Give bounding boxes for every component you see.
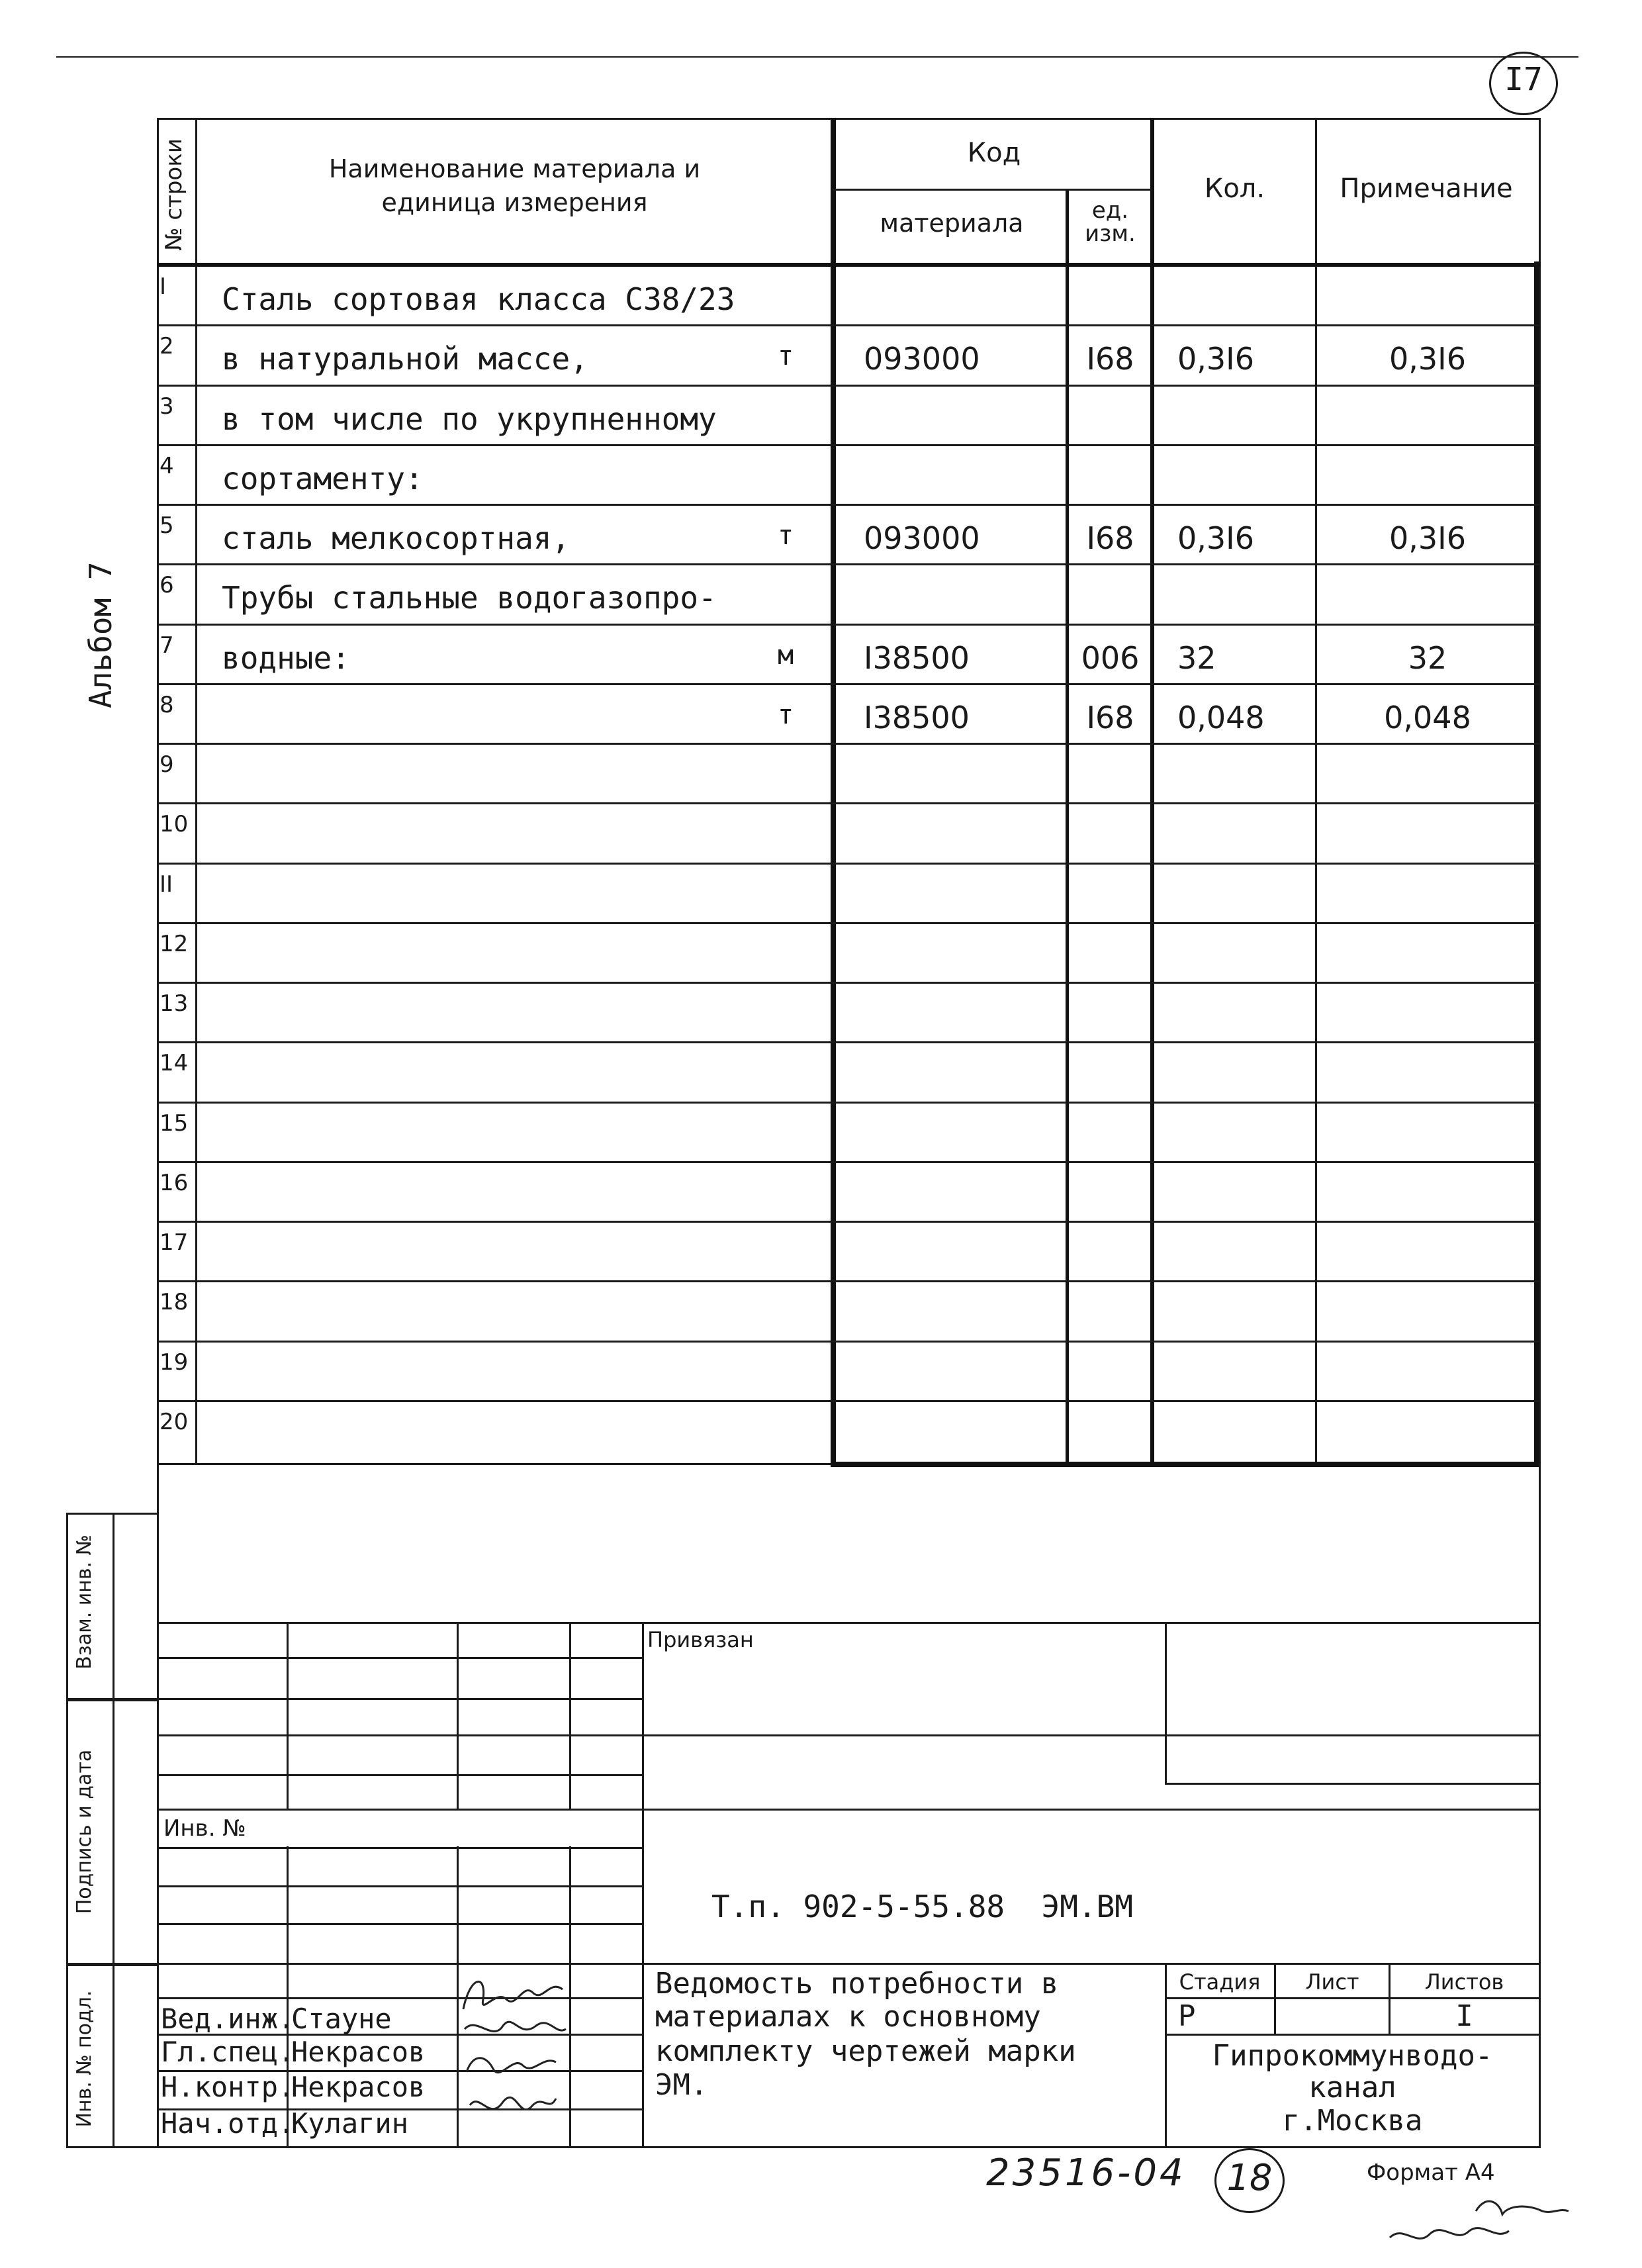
header-qty: Кол. xyxy=(1204,173,1265,204)
stamp-vzam: Взам. инв. № xyxy=(73,1535,96,1670)
row-number: 18 xyxy=(160,1289,189,1316)
tb-vline xyxy=(287,1622,289,2148)
doc-title-1: Ведомость потребности в xyxy=(655,1967,1059,2001)
table-row xyxy=(157,1163,1541,1223)
tb-line xyxy=(642,1734,1541,1736)
org-line-2: канал xyxy=(1308,2071,1396,2104)
note: 0,048 xyxy=(1384,699,1471,735)
album-label: Альбом 7 xyxy=(83,561,118,708)
table-row xyxy=(157,745,1541,804)
signatory-name: Стауне xyxy=(291,2003,392,2035)
row-number: 19 xyxy=(160,1348,189,1376)
org-line-3: г.Москва xyxy=(1282,2104,1423,2138)
material-code: 093000 xyxy=(864,520,980,556)
stamp-div-1 xyxy=(66,1698,159,1701)
header-row-no: № строки xyxy=(161,138,187,251)
note: 0,3I6 xyxy=(1389,341,1466,377)
row-number: 5 xyxy=(160,512,174,539)
row-number: II xyxy=(160,871,173,898)
handwritten-note xyxy=(1377,2185,1575,2257)
table-row xyxy=(157,506,1541,565)
row-number: 17 xyxy=(160,1229,189,1256)
signatory-role: Гл.спец. xyxy=(161,2036,295,2068)
designation: Т.п. 902-5-55.88 ЭМ.ВМ xyxy=(711,1889,1133,1924)
stamp-podpis: Подпись и дата xyxy=(73,1749,96,1914)
table-row xyxy=(157,326,1541,386)
header-note: Примечание xyxy=(1340,173,1513,204)
row-number: 3 xyxy=(160,393,174,420)
table-bottom-border-left xyxy=(157,1463,832,1465)
header-code-unit-1: ед. xyxy=(1091,197,1129,224)
tb-line xyxy=(157,1963,1541,1965)
material-name: сталь мелкосортная, xyxy=(222,520,570,556)
material-name: Сталь сортовая класса С38/23 xyxy=(222,281,735,317)
signatory-name: Некрасов xyxy=(291,2036,426,2068)
material-code: I38500 xyxy=(864,639,970,676)
table-row xyxy=(157,865,1541,924)
header-code-unit-2: изм. xyxy=(1085,220,1136,247)
header-name-line2: единица измерения xyxy=(381,188,648,217)
stamp-mid xyxy=(113,1513,114,2148)
stage-value: Р xyxy=(1178,1999,1196,2033)
row-number: 7 xyxy=(160,632,174,659)
table-row xyxy=(157,984,1541,1043)
signatory-name: Кулагин xyxy=(291,2107,409,2140)
doc-title-3: комплекту чертежей марки xyxy=(655,2034,1076,2068)
tb-line xyxy=(1165,1783,1541,1785)
table-row xyxy=(157,626,1541,685)
unit-code: I68 xyxy=(1086,341,1134,377)
top-rule xyxy=(56,56,1578,58)
unit-code: 006 xyxy=(1081,639,1140,676)
signatory-role: Н.контр. xyxy=(161,2071,295,2103)
row-number: 4 xyxy=(160,452,174,479)
quantity: 0,3I6 xyxy=(1177,520,1254,556)
material-unit: т xyxy=(777,699,794,730)
code-header-divider xyxy=(833,189,1152,191)
row-number: 14 xyxy=(160,1050,189,1077)
table-row xyxy=(157,446,1541,506)
row-number: 15 xyxy=(160,1110,189,1137)
header-code: Код xyxy=(967,138,1021,168)
frame-right xyxy=(1539,1463,1541,2148)
material-unit: м xyxy=(777,639,794,671)
doc-title-2: материалах к основному xyxy=(655,2000,1041,2034)
format-label: Формат А4 xyxy=(1367,2159,1495,2186)
table-bottom-border xyxy=(831,1462,1541,1467)
material-code: 093000 xyxy=(864,341,980,377)
signatures xyxy=(457,1963,572,2148)
sub-page-number: 18 xyxy=(1226,2157,1273,2198)
privyazan-label: Привязан xyxy=(647,1627,754,1652)
table-row xyxy=(157,267,1541,326)
signatory-name: Некрасов xyxy=(291,2071,426,2103)
order-number: 23516-04 xyxy=(986,2151,1186,2195)
table-row xyxy=(157,387,1541,446)
sheets-value: I xyxy=(1455,1999,1473,2033)
quantity: 32 xyxy=(1177,639,1216,676)
quantity: 0,048 xyxy=(1177,699,1265,735)
table-top-border xyxy=(157,118,1541,120)
row-number: 13 xyxy=(160,990,189,1017)
unit-code: I68 xyxy=(1086,520,1134,556)
tb-line xyxy=(1165,2034,1541,2036)
table-row xyxy=(157,924,1541,984)
material-code: I38500 xyxy=(864,699,970,735)
table-row xyxy=(157,1223,1541,1282)
row-number: 10 xyxy=(160,811,189,838)
table-row xyxy=(157,685,1541,745)
header-name-line1: Наименование материала и xyxy=(328,154,701,183)
tb-line xyxy=(157,1622,1541,1624)
frame-left xyxy=(157,1463,159,2148)
stamp-left xyxy=(66,1513,68,2148)
row-number: I xyxy=(160,273,167,300)
table-row xyxy=(157,1043,1541,1103)
table-row xyxy=(157,565,1541,625)
quantity: 0,3I6 xyxy=(1177,341,1254,377)
row-number: 16 xyxy=(160,1169,189,1196)
table-row xyxy=(157,1402,1541,1462)
material-name: сортаменту: xyxy=(222,460,424,496)
table-row xyxy=(157,1104,1541,1163)
tb-vline xyxy=(642,1622,644,2148)
unit-code: I68 xyxy=(1086,699,1134,735)
row-number: 9 xyxy=(160,751,174,778)
page-number: I7 xyxy=(1504,61,1543,98)
row-number: 12 xyxy=(160,930,189,957)
row-number: 6 xyxy=(160,572,174,599)
note: 32 xyxy=(1408,639,1447,676)
material-name: водные: xyxy=(222,639,350,676)
doc-title-4: ЭМ. xyxy=(655,2068,708,2102)
material-name: Трубы стальные водогазопро- xyxy=(222,580,717,616)
note: 0,3I6 xyxy=(1389,520,1466,556)
table-row xyxy=(157,1282,1541,1342)
material-name: в том числе по укрупненному xyxy=(222,401,717,437)
stage-label: Стадия xyxy=(1179,1969,1261,1995)
tb-line xyxy=(157,1847,643,1849)
row-number: 20 xyxy=(160,1408,189,1435)
inv-no-label: Инв. № xyxy=(163,1815,246,1842)
table-row xyxy=(157,804,1541,864)
org-line-1: Гипрокоммунводо- xyxy=(1212,2039,1493,2073)
sheet-label: Лист xyxy=(1305,1969,1359,1995)
table-row xyxy=(157,1343,1541,1402)
signatory-role: Вед.инж. xyxy=(161,2003,295,2035)
material-unit: т xyxy=(777,520,794,551)
sheets-label: Листов xyxy=(1424,1969,1504,1995)
material-unit: т xyxy=(777,341,794,372)
material-name: в натуральной массе, xyxy=(222,341,588,377)
signatory-role: Нач.отд. xyxy=(161,2107,295,2140)
row-number: 8 xyxy=(160,691,174,718)
tb-vline xyxy=(1165,1622,1167,1784)
header-code-material: материала xyxy=(880,209,1024,238)
stamp-inv-podl: Инв. № подл. xyxy=(73,1990,96,2128)
row-number: 2 xyxy=(160,333,174,360)
